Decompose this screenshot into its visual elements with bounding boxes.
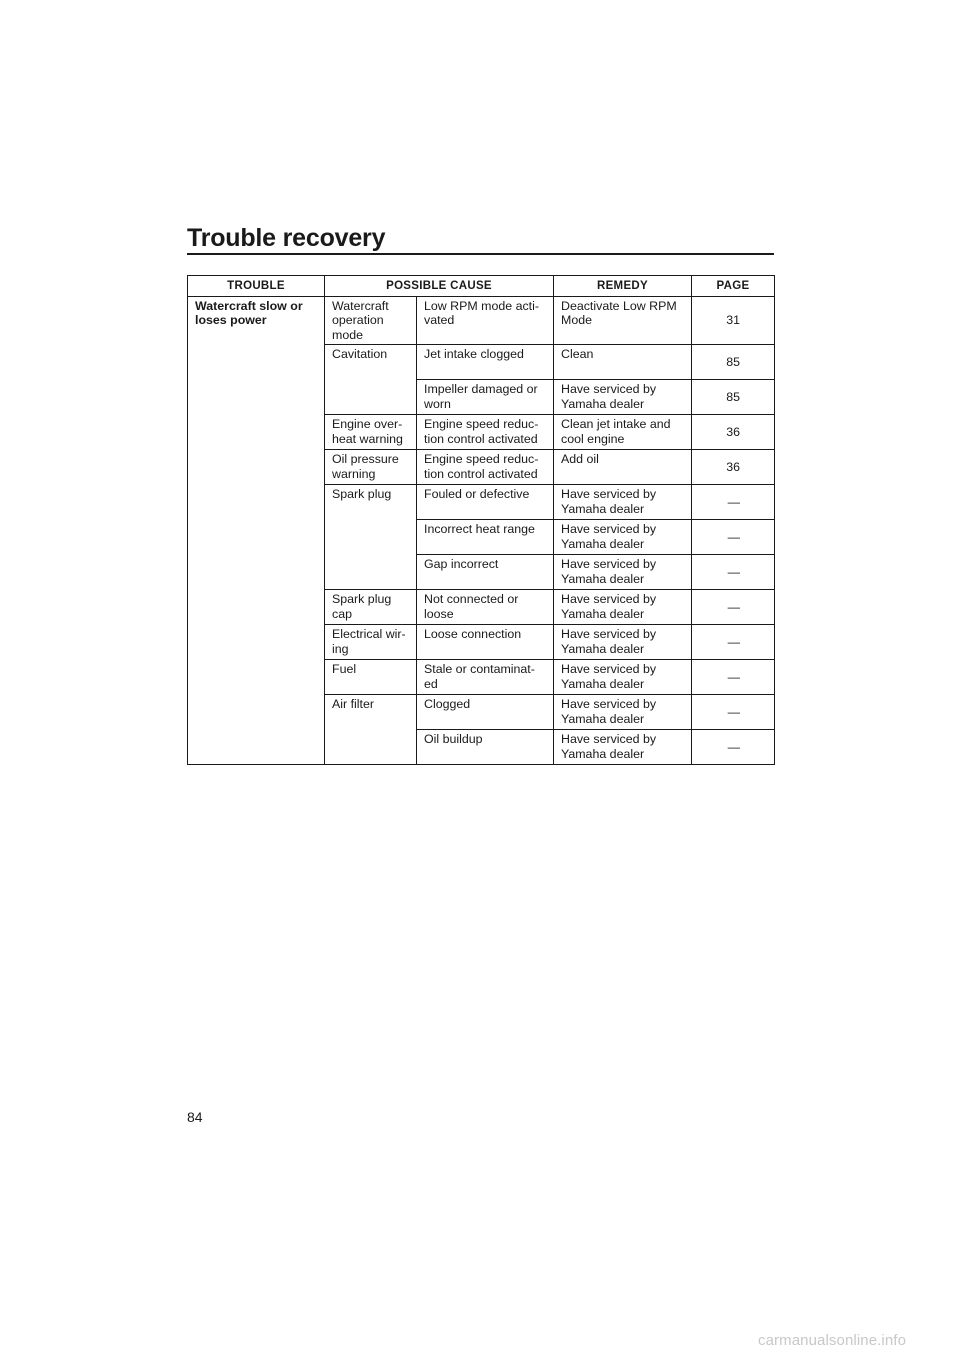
remedy-cell <box>554 660 692 695</box>
remedy-cell <box>554 485 692 520</box>
detail-text: Loose connection <box>424 627 522 642</box>
detail-cell <box>417 730 554 765</box>
page-cell: — <box>692 730 775 765</box>
trouble-text: Watercraft slow or loses power <box>195 299 303 328</box>
remedy-cell <box>554 625 692 660</box>
detail-text: Oil buildup <box>424 732 483 747</box>
page-title: Trouble recovery <box>187 224 386 252</box>
cause-cell <box>325 625 417 660</box>
cause-cell <box>325 415 417 450</box>
detail-text: Clogged <box>424 697 471 712</box>
detail-text: Low RPM mode acti- vated <box>424 299 539 328</box>
remedy-cell <box>554 520 692 555</box>
remedy-text: Have serviced by Yamaha dealer <box>561 697 657 726</box>
cause-cell <box>325 590 417 625</box>
remedy-cell <box>554 415 692 450</box>
remedy-cell <box>554 730 692 765</box>
detail-text: Engine speed reduc- tion control activated <box>424 452 539 481</box>
remedy-cell <box>554 380 692 415</box>
page-cell: — <box>692 520 775 555</box>
page-cell: — <box>692 625 775 660</box>
remedy-cell <box>554 450 692 485</box>
trouble-cell <box>188 297 325 765</box>
cause-text: Watercraft operation mode <box>332 299 389 342</box>
detail-text: Not connected or loose <box>424 592 519 621</box>
remedy-cell <box>554 590 692 625</box>
page-cell: 36 <box>692 415 775 450</box>
header-possible-cause: POSSIBLE CAUSE <box>325 276 554 297</box>
remedy-text: Have serviced by Yamaha dealer <box>561 487 657 516</box>
title-underline <box>187 253 774 255</box>
remedy-text: Deactivate Low RPM Mode <box>561 299 677 328</box>
page-cell: 31 <box>692 297 775 345</box>
header-trouble: TROUBLE <box>188 276 325 297</box>
cause-cell <box>325 297 417 345</box>
page-cell: 36 <box>692 450 775 485</box>
detail-cell <box>417 297 554 345</box>
remedy-text: Add oil <box>561 452 599 467</box>
detail-cell <box>417 380 554 415</box>
detail-text: Impeller damaged or worn <box>424 382 538 411</box>
page-cell: — <box>692 590 775 625</box>
remedy-text: Clean jet intake and cool engine <box>561 417 671 446</box>
remedy-cell <box>554 345 692 380</box>
detail-text: Gap incorrect <box>424 557 499 572</box>
detail-cell <box>417 345 554 380</box>
detail-cell <box>417 415 554 450</box>
cause-text: Engine over- heat warning <box>332 417 403 446</box>
cause-text: Fuel <box>332 662 357 677</box>
remedy-cell <box>554 297 692 345</box>
remedy-text: Have serviced by Yamaha dealer <box>561 382 657 411</box>
cause-cell <box>325 660 417 695</box>
remedy-text: Have serviced by Yamaha dealer <box>561 592 657 621</box>
detail-text: Jet intake clogged <box>424 347 524 362</box>
detail-text: Fouled or defective <box>424 487 530 502</box>
page-number: 84 <box>187 1109 203 1125</box>
table-row <box>188 297 775 345</box>
page-cell: — <box>692 555 775 590</box>
cause-cell <box>325 695 417 765</box>
detail-text: Engine speed reduc- tion control activated <box>424 417 539 446</box>
detail-cell <box>417 520 554 555</box>
detail-cell <box>417 450 554 485</box>
page-cell: — <box>692 695 775 730</box>
detail-cell <box>417 590 554 625</box>
cause-cell <box>325 485 417 590</box>
page-cell: 85 <box>692 345 775 380</box>
detail-cell <box>417 625 554 660</box>
detail-cell <box>417 485 554 520</box>
remedy-text: Have serviced by Yamaha dealer <box>561 627 657 656</box>
cause-cell <box>325 345 417 415</box>
cause-text: Spark plug <box>332 487 392 502</box>
page-cell: — <box>692 485 775 520</box>
page-cell: 85 <box>692 380 775 415</box>
page-cell: — <box>692 660 775 695</box>
remedy-cell <box>554 695 692 730</box>
cause-text: Oil pressure warning <box>332 452 399 481</box>
detail-text: Incorrect heat range <box>424 522 535 537</box>
detail-cell <box>417 555 554 590</box>
header-remedy: REMEDY <box>554 276 692 297</box>
remedy-text: Have serviced by Yamaha dealer <box>561 732 657 761</box>
detail-cell <box>417 660 554 695</box>
detail-cell <box>417 695 554 730</box>
cause-text: Electrical wir- ing <box>332 627 406 656</box>
table-header-row <box>188 276 775 297</box>
remedy-text: Have serviced by Yamaha dealer <box>561 557 657 586</box>
table-body <box>188 297 775 765</box>
cause-text: Spark plug cap <box>332 592 392 621</box>
detail-text: Stale or contaminat- ed <box>424 662 535 691</box>
watermark: carmanualsonline.info <box>758 1332 907 1349</box>
cause-text: Air filter <box>332 697 374 712</box>
remedy-text: Clean <box>561 347 594 362</box>
remedy-text: Have serviced by Yamaha dealer <box>561 662 657 691</box>
trouble-table <box>187 275 775 765</box>
remedy-text: Have serviced by Yamaha dealer <box>561 522 657 551</box>
header-page: PAGE <box>692 276 775 297</box>
cause-cell <box>325 450 417 485</box>
cause-text: Cavitation <box>332 347 388 362</box>
remedy-cell <box>554 555 692 590</box>
